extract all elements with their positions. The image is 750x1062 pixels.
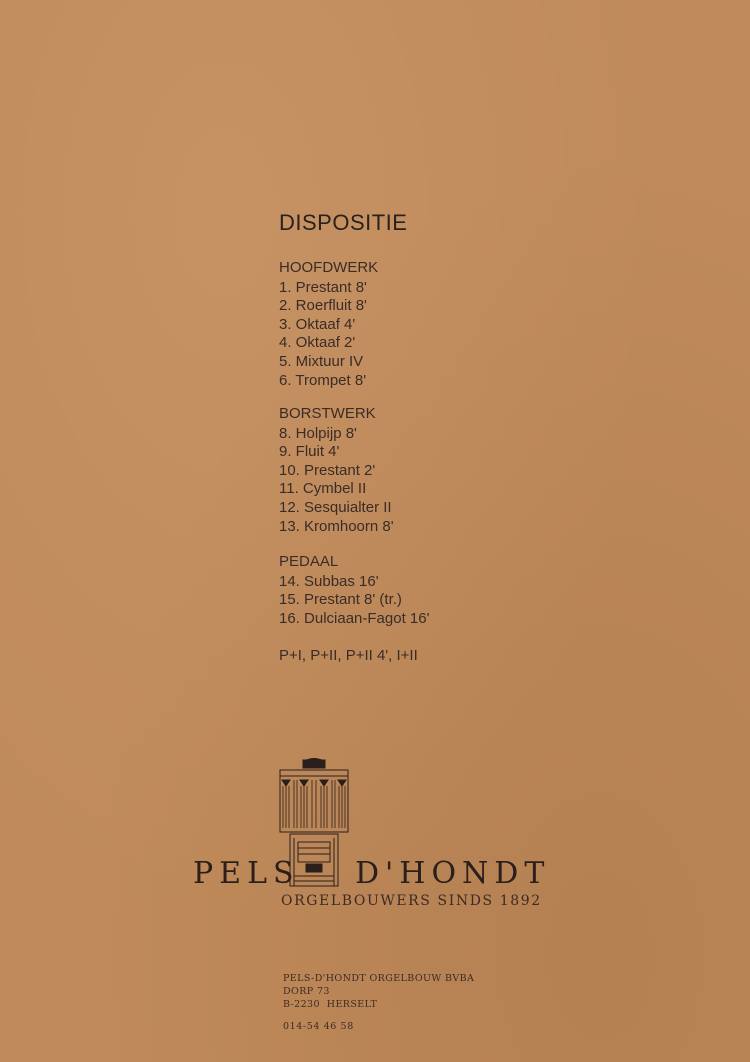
stop-item: 1. Prestant 8' [279, 278, 367, 296]
stop-item: 16. Dulciaan-Fagot 16' [279, 609, 430, 627]
section-heading: PEDAAL [279, 553, 339, 570]
street: DORP 73 [283, 986, 330, 997]
company-name: PELS-D'HONDT ORGELBOUW BVBA [283, 973, 475, 984]
stop-item: 4. Oktaaf 2' [279, 334, 356, 352]
stop-item: 11. Cymbel II [279, 480, 367, 498]
phone-number: 014-54 46 58 [283, 1021, 354, 1032]
brand-name-right: D'HONDT [355, 856, 551, 891]
page-title: DISPOSITIE [279, 210, 408, 235]
couplers-line: P+I, P+II, P+II 4', I+II [279, 647, 418, 664]
stop-item: 12. Sesquialter II [279, 498, 392, 516]
address-block [283, 972, 474, 1011]
section-heading: BORSTWERK [279, 405, 376, 422]
section-pedaal [279, 553, 429, 628]
stop-item: 8. Holpijp 8' [279, 424, 357, 442]
stop-item: 15. Prestant 8' (tr.) [279, 591, 402, 609]
brand-name-left: PELS [193, 856, 300, 891]
stop-item: 9. Fluit 4' [279, 443, 340, 461]
city: B-2230 HERSELT [283, 999, 378, 1010]
section-heading: HOOFDWERK [279, 259, 379, 276]
section-hoofdwerk [279, 259, 378, 390]
stop-item: 14. Subbas 16' [279, 572, 379, 590]
brand-tagline: ORGELBOUWERS SINDS 1892 [281, 893, 542, 909]
stop-item: 10. Prestant 2' [279, 461, 376, 479]
stop-item: 13. Kromhoorn 8' [279, 517, 394, 535]
stop-item: 5. Mixtuur IV [279, 352, 364, 370]
stop-item: 6. Trompet 8' [279, 371, 367, 389]
section-borstwerk [279, 405, 394, 536]
stop-item: 3. Oktaaf 4' [279, 315, 356, 333]
stop-item: 2. Roerfluit 8' [279, 297, 367, 315]
